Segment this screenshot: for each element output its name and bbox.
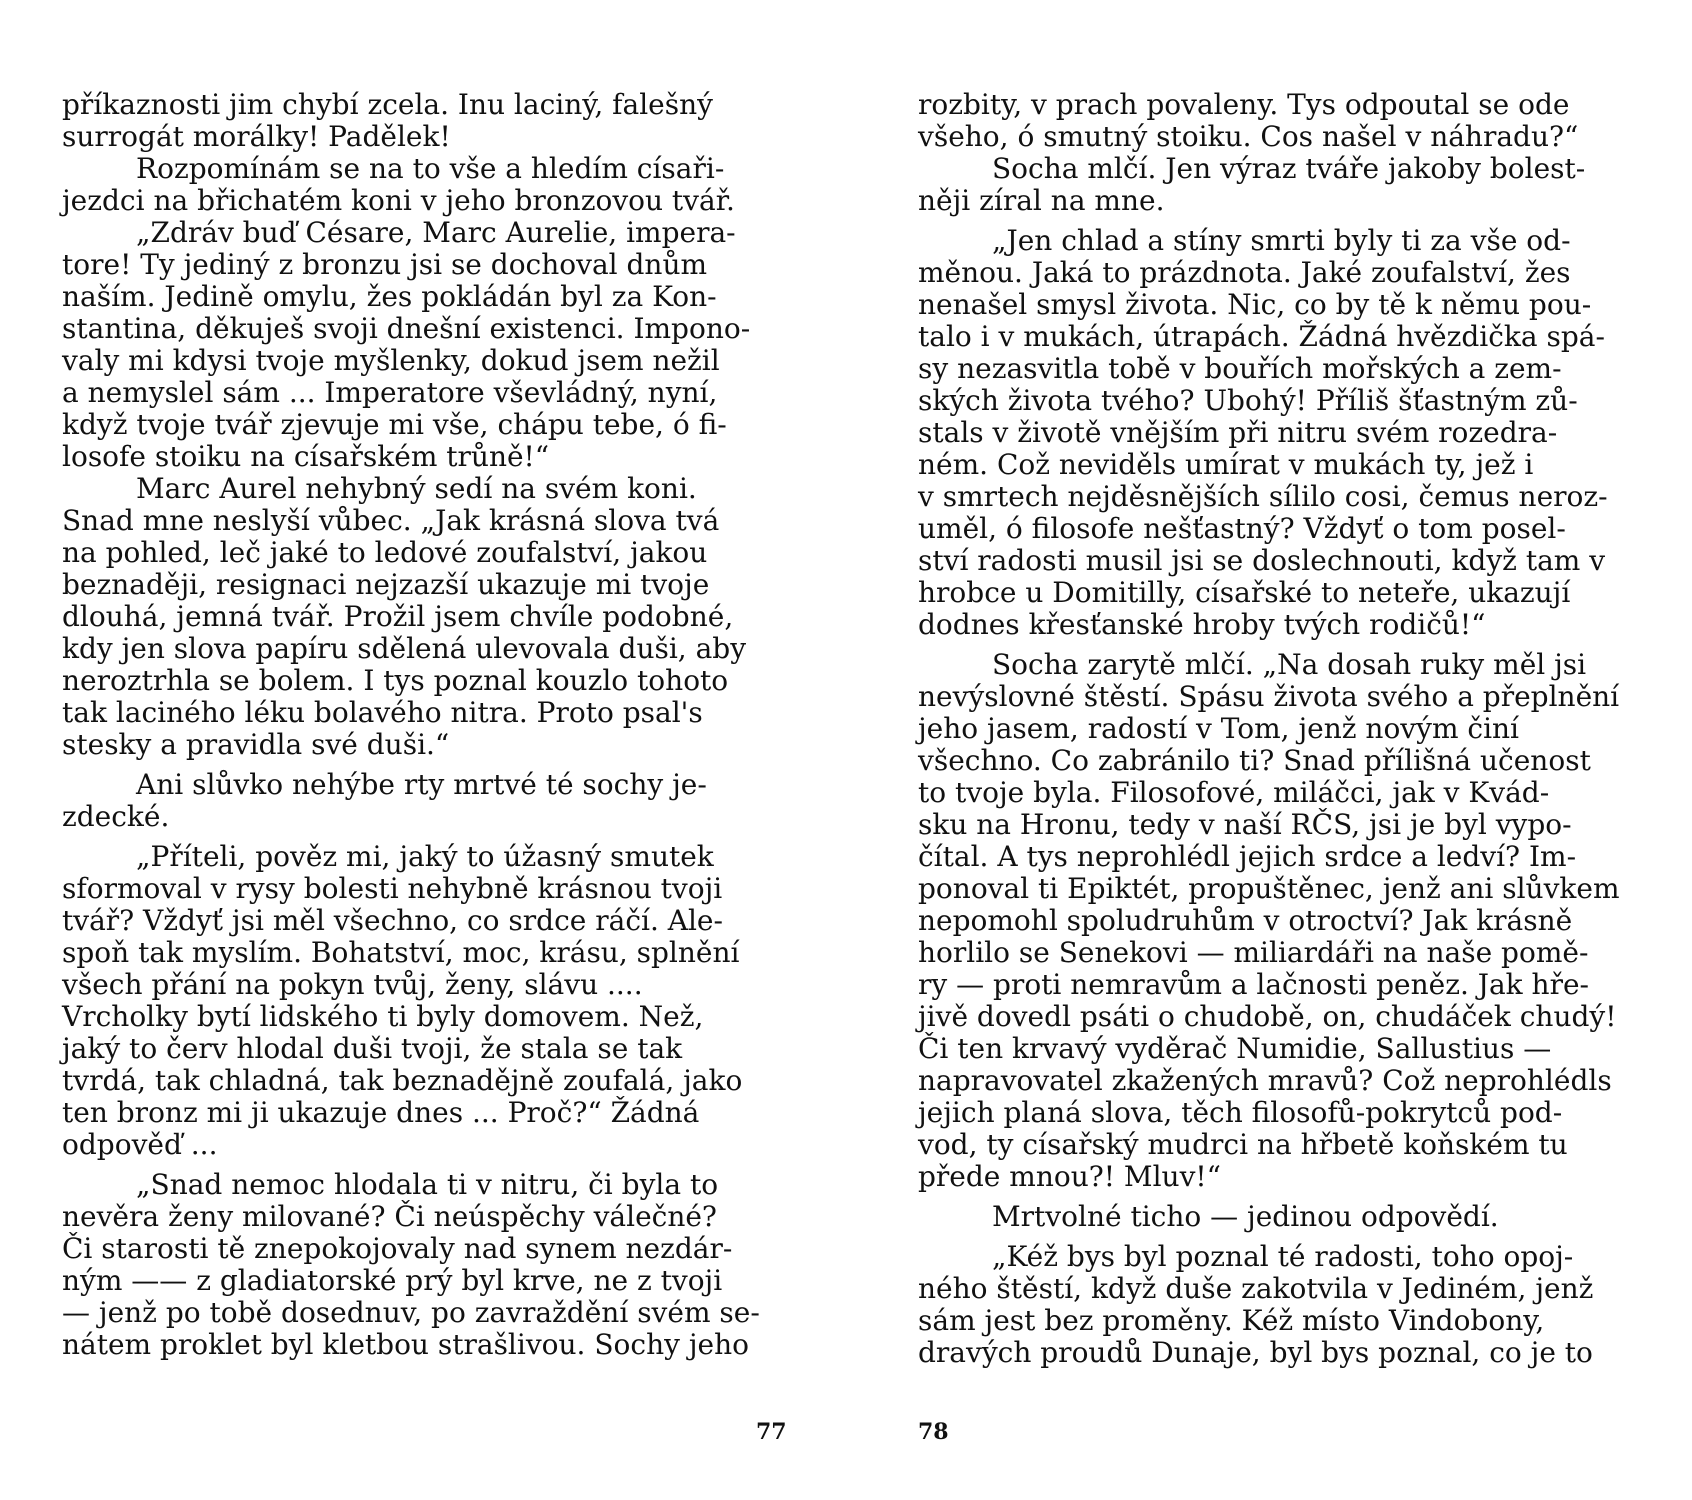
- text-line: neroztrhla se bolem. I tys poznal kouzlo tohoto: [62, 664, 729, 697]
- text-line: surrogát morálky! Padělek!: [62, 120, 451, 153]
- text-line: „Snad nemoc hlodala ti v nitru, či byla to: [136, 1168, 719, 1201]
- text-line: Socha zarytě mlčí. „Na dosah ruky měl jsi: [992, 648, 1587, 681]
- text-line: něji zíral na mne.: [918, 184, 1165, 217]
- text-line: jejich planá slova, těch filosofů-pokrytců pod-: [918, 1096, 1563, 1129]
- text-line: čítal. A tys neprohlédl jejich srdce a ledví? Im-: [918, 840, 1577, 873]
- text-line: spoň tak myslím. Bohatství, moc, krásu, splnění: [62, 936, 740, 969]
- text-line: tvrdá, tak chladná, tak beznadějně zoufalá, jako: [62, 1064, 743, 1097]
- text-line: ného štěstí, když duše zakotvila v Jediném, jenž: [918, 1272, 1594, 1305]
- text-line: hrobce u Domitilly, císařské to neteře, ukazují: [918, 576, 1571, 609]
- text-line: rozbity, v prach povaleny. Tys odpoutal se ode: [918, 88, 1570, 121]
- text-line: Socha mlčí. Jen výraz tváře jakoby bolest-: [992, 152, 1586, 185]
- text-line: ry — proti nemravům a lačnosti peněz. Jak hře-: [918, 968, 1589, 1001]
- text-line: valy mi kdysi tvoje myšlenky, dokud jsem nežil: [62, 344, 720, 377]
- text-line: jivě dovedl psáti o chudobě, on, chudáček chudý!: [918, 1000, 1617, 1033]
- right-page: [918, 88, 1656, 1445]
- text-line: „Kéž bys byl poznal té radosti, toho opoj-: [992, 1240, 1574, 1273]
- text-line: Rozpomínám se na to vše a hledím císaři-: [136, 152, 725, 185]
- text-line: stesky a pravidla své duši.“: [62, 728, 450, 761]
- text-line: stals v životě vnějším při nitru svém rozedra-: [918, 416, 1558, 449]
- text-line: napravovatel zkažených mravů? Což neprohlédls: [918, 1064, 1612, 1097]
- text-line: Mrtvolné ticho — jedinou odpovědí.: [992, 1200, 1499, 1233]
- text-line: nenašel smysl života. Nic, co by tě k němu pou-: [918, 288, 1592, 321]
- text-line: vod, ty císařský mudrci na hřbetě koňském tu: [918, 1128, 1568, 1161]
- text-line: jaký to červ hlodal duši tvoji, že stala se tak: [62, 1032, 683, 1065]
- text-line: ném. Což neviděls umírat v mukách ty, jež i: [918, 448, 1534, 481]
- text-line: „Jen chlad a stíny smrti byly ti za vše od-: [992, 224, 1571, 257]
- text-line: kdy jen slova papíru sdělená ulevovala duši, aby: [62, 632, 747, 665]
- text-line: sformoval v rysy bolesti nehybně krásnou tvoji: [62, 872, 723, 905]
- text-line: všeho, ó smutný stoiku. Cos našel v náhradu?“: [918, 120, 1579, 153]
- text-line: tak laciného léku bolavého nitra. Proto psal's: [62, 696, 703, 729]
- text-line: tvář? Vždyť jsi měl všechno, co srdce ráčí. Ale-: [62, 904, 723, 937]
- text-line: ným —— z gladiatorské prý byl krve, ne z tvoji: [62, 1264, 723, 1297]
- text-line: Snad mne neslyší vůbec. „Jak krásná slova tvá: [62, 504, 720, 537]
- text-line: beznaději, resignaci nejzazší ukazuje mi tvoje: [62, 568, 710, 601]
- text-line: „Zdráv buď Césare, Marc Aurelie, impera-: [136, 216, 736, 249]
- text-line: sám jest bez proměny. Kéž místo Vindobony,: [918, 1304, 1545, 1337]
- text-line: přede mnou?! Mluv!“: [918, 1160, 1221, 1193]
- text-line: Či starosti tě znepokojovaly nad synem nezdár-: [62, 1232, 733, 1265]
- text-line: měnou. Jaká to prázdnota. Jaké zoufalství, žes: [918, 256, 1571, 289]
- text-line: ponoval ti Epiktét, propuštěnec, jenž ani slůvkem: [918, 872, 1620, 905]
- text-line: nevýslovné štěstí. Spásu života svého a přeplnění: [918, 680, 1620, 713]
- text-line: když tvoje tvář zjevuje mi vše, chápu tebe, ó fi-: [62, 408, 727, 441]
- text-line: ských života tvého? Ubohý! Příliš šťastným zů-: [918, 384, 1578, 417]
- text-line: tore! Ty jediný z bronzu jsi se dochoval dnům: [62, 248, 708, 281]
- text-line: horlilo se Senekovi — miliardáři na naše pomě-: [918, 936, 1589, 969]
- left-page: [62, 88, 800, 1445]
- text-line: zdecké.: [62, 800, 170, 833]
- text-line: všechno. Co zabránilo ti? Snad přílišná učenost: [918, 744, 1591, 777]
- text-line: — jenž po tobě dosednuv, po zavraždění svém se-: [62, 1296, 760, 1329]
- page-number: 78: [918, 1419, 949, 1445]
- text-line: příkaznosti jim chybí zcela. Inu laciný, falešný: [62, 88, 713, 121]
- text-line: uměl, ó filosofe nešťastný? Vždyť o tom posel-: [918, 512, 1566, 545]
- text-line: v smrtech nejděsnějších sílilo cosi, čemus neroz-: [918, 480, 1608, 513]
- text-line: dodnes křesťanské hroby tvých rodičů!“: [918, 608, 1486, 641]
- text-line: a nemyslel sám ... Imperatore vševládný, nyní,: [62, 376, 718, 409]
- text-line: dlouhá, jemná tvář. Prožil jsem chvíle podobné,: [62, 600, 734, 633]
- text-line: „Příteli, pověz mi, jaký to úžasný smutek: [136, 840, 714, 873]
- page-number: 77: [756, 1419, 787, 1445]
- text-line: Či ten krvavý vyděrač Numidie, Sallustius —: [918, 1032, 1552, 1065]
- text-line: všech přání na pokyn tvůj, ženy, slávu ....: [62, 968, 643, 1001]
- text-line: sy nezasvitla tobě v bouřích mořských a zem-: [918, 352, 1562, 385]
- text-line: losofe stoiku na císařském trůně!“: [62, 440, 550, 473]
- text-line: Vrcholky bytí lidského ti byly domovem. Než,: [62, 1000, 704, 1033]
- text-line: nevěra ženy milované? Či neúspěchy válečné?: [62, 1200, 717, 1233]
- text-line: nátem proklet byl kletbou strašlivou. Sochy jeho: [62, 1328, 749, 1361]
- text-line: na pohled, leč jaké to ledové zoufalství, jakou: [62, 536, 708, 569]
- text-line: jezdci na břichatém koni v jeho bronzovou tvář.: [62, 184, 735, 217]
- text-line: nepomohl spoludruhům v otroctví? Jak krásně: [918, 904, 1573, 937]
- text-line: dravých proudů Dunaje, byl bys poznal, co je to: [918, 1336, 1593, 1369]
- text-line: talo i v mukách, útrapách. Žádná hvězdička spá-: [918, 320, 1605, 353]
- text-line: ství radosti musil jsi se doslechnouti, když tam v: [918, 544, 1606, 577]
- text-line: jeho jasem, radostí v Tom, jenž novým činí: [918, 712, 1520, 745]
- text-line: naším. Jedině omylu, žes pokládán byl za Kon-: [62, 280, 717, 313]
- text-line: Marc Aurel nehybný sedí na svém koni.: [136, 472, 697, 505]
- text-line: odpověď ...: [62, 1128, 218, 1161]
- text-line: ten bronz mi ji ukazuje dnes ... Proč?“ Žádná: [62, 1096, 700, 1129]
- text-line: to tvoje byla. Filosofové, miláčci, jak v Kvád-: [918, 776, 1550, 809]
- text-line: stantina, děkuješ svoji dnešní existenci. Impono-: [62, 312, 751, 345]
- text-line: Ani slůvko nehýbe rty mrtvé té sochy je-: [136, 768, 707, 801]
- text-line: sku na Hronu, tedy v naší RČS, jsi je byl vypo-: [918, 808, 1572, 841]
